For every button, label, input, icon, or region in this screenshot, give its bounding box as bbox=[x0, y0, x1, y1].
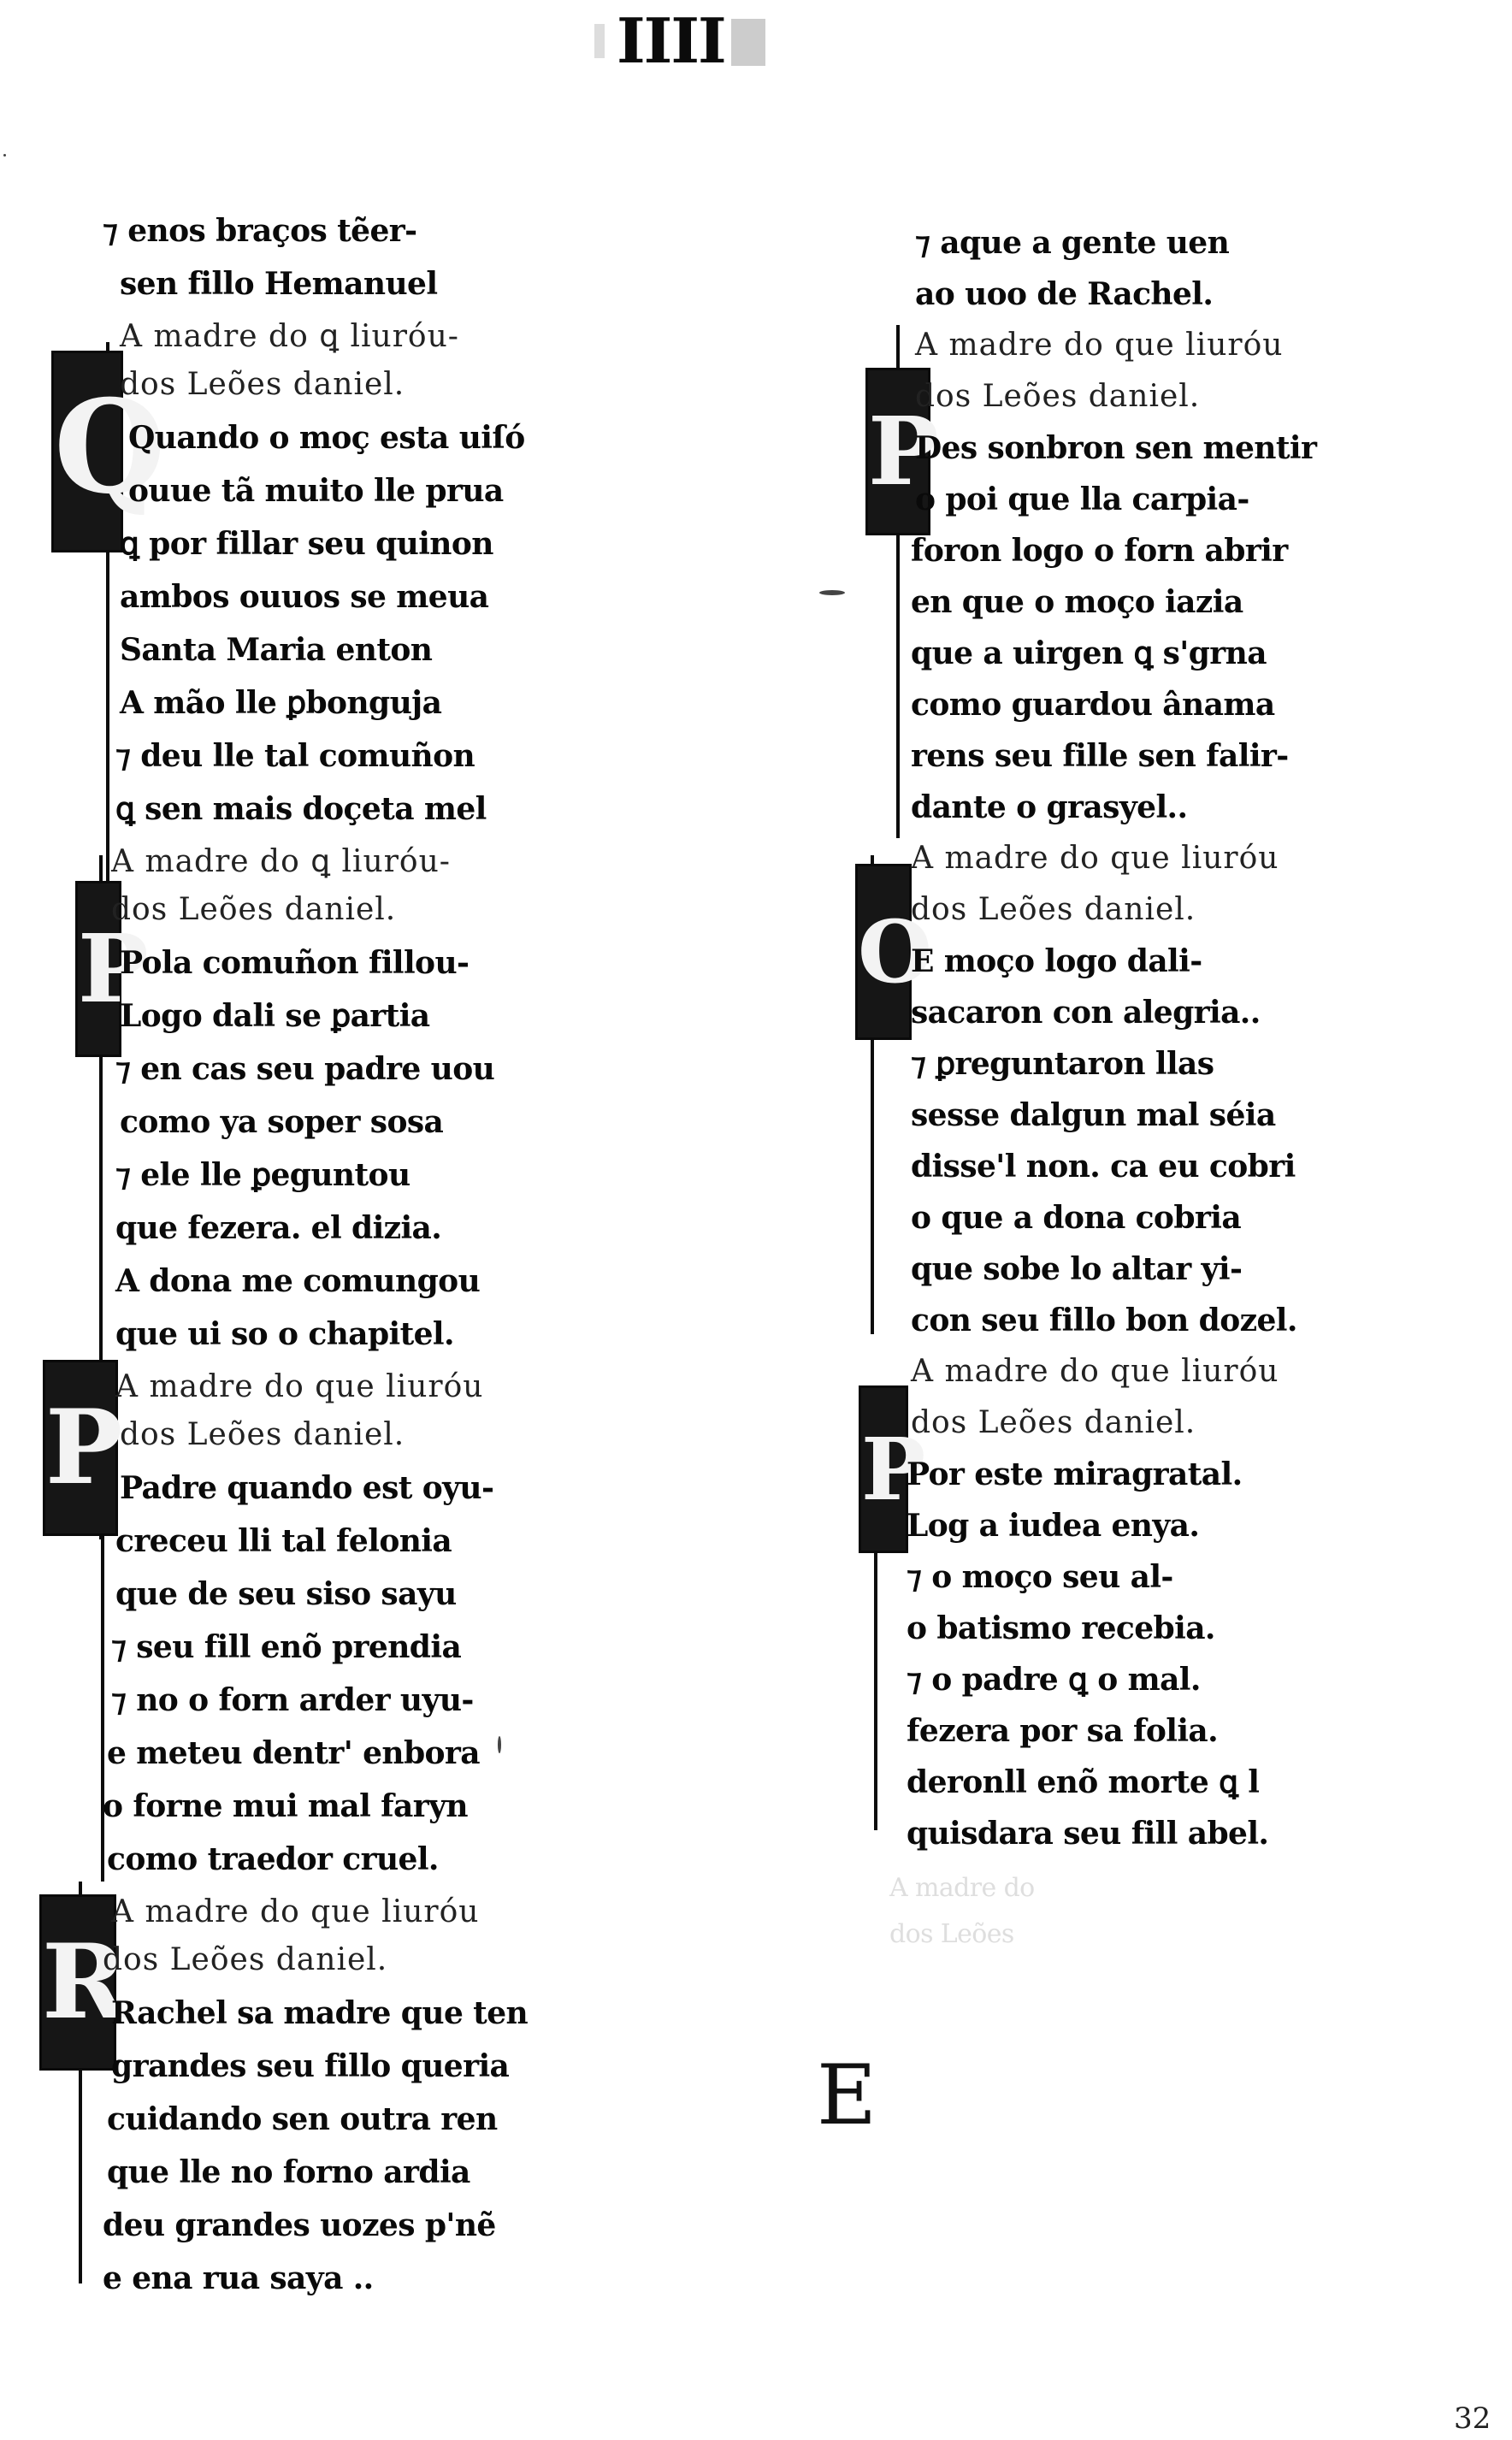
left-line-37: cuidando sen outra ren bbox=[107, 2101, 498, 2137]
left-line-16: Logo dali se ꝑartia bbox=[120, 998, 430, 1034]
right-line-2: ao uoo de Rachel. bbox=[915, 276, 1214, 312]
left-line-19: ⁊ ele lle ꝑeguntou bbox=[115, 1157, 410, 1193]
right-line-34: dos Leões bbox=[889, 1919, 1014, 1949]
initial-o-right-letter: O bbox=[858, 901, 933, 1002]
right-line-15: E moço logo dali- bbox=[911, 943, 1202, 979]
left-line-39: deu grandes uozes p'nẽ bbox=[103, 2207, 496, 2243]
ink-speck bbox=[3, 154, 6, 157]
left-line-23: A madre do que liuróu bbox=[115, 1369, 484, 1404]
right-line-14: dos Leões daniel. bbox=[911, 892, 1196, 927]
left-line-17: ⁊ en cas seu padre uou bbox=[115, 1051, 495, 1087]
initial-p-right-2-letter: P bbox=[861, 1419, 926, 1520]
folio-header bbox=[594, 4, 774, 77]
left-line-40: e ena rua saya .. bbox=[103, 2260, 374, 2296]
right-line-16: sacaron con alegria.. bbox=[911, 995, 1261, 1031]
right-line-5: Des sonbron sen mentir bbox=[915, 430, 1317, 466]
decorated-initial-q bbox=[51, 351, 166, 552]
right-line-9: que a uirgen ꝗ s'grna bbox=[911, 635, 1267, 671]
right-line-24: dos Leões daniel. bbox=[911, 1405, 1196, 1440]
right-line-23: A madre do que liuróu bbox=[911, 1354, 1279, 1389]
left-line-35: Rachel sa madre que ten bbox=[111, 1995, 529, 2031]
right-line-20: o que a dona cobria bbox=[911, 1200, 1242, 1236]
right-line-7: foron logo o forn abrir bbox=[911, 533, 1288, 569]
left-line-14: dos Leões daniel. bbox=[111, 892, 397, 927]
right-line-3: A madre do que liuróu bbox=[915, 328, 1284, 363]
page-number: 32 bbox=[1454, 2402, 1491, 2436]
left-line-24: dos Leões daniel. bbox=[120, 1417, 405, 1452]
right-line-17: ⁊ ꝑreguntaron llas bbox=[911, 1046, 1214, 1082]
left-line-20: que fezera. el dizia. bbox=[115, 1210, 442, 1246]
right-line-11: rens seu fille sen falir- bbox=[911, 738, 1289, 774]
right-line-29: ⁊ o padre ꝗ o mal. bbox=[907, 1662, 1201, 1698]
bottom-initial-e: E bbox=[817, 2047, 877, 2143]
left-line-11: ⁊ deu lle tal comuñon bbox=[115, 738, 475, 774]
right-line-22: con seu fillo bon dozel. bbox=[911, 1303, 1297, 1338]
left-line-13: A madre do ꝗ liuróu- bbox=[111, 844, 451, 879]
left-line-12: ꝗ sen mais doçeta mel bbox=[115, 791, 487, 827]
decorated-initial-p-left-2 bbox=[43, 1360, 123, 1536]
left-line-30: e meteu dentr' enbora bbox=[107, 1735, 481, 1771]
decorated-initial-r bbox=[39, 1894, 127, 2071]
folio-numeral: IIII bbox=[617, 4, 725, 77]
initial-p-left-2-letter: P bbox=[45, 1387, 123, 1508]
right-line-21: que sobe lo altar yi- bbox=[911, 1251, 1243, 1287]
right-line-18: sesse dalgun mal séia bbox=[911, 1097, 1276, 1133]
left-line-15: Pola comuñon fillou- bbox=[120, 945, 470, 981]
left-column-rule-3 bbox=[101, 1505, 104, 1882]
left-line-7: ꝗ por fillar seu quinon bbox=[120, 526, 493, 562]
ink-speck bbox=[819, 590, 845, 595]
left-line-33: A madre do que liuróu bbox=[111, 1894, 480, 1929]
left-line-22: que ui so o chapitel. bbox=[115, 1316, 454, 1352]
left-line-31: o forne mui mal faryn bbox=[103, 1788, 468, 1824]
left-line-8: ambos ouuos se meua bbox=[120, 579, 489, 615]
left-line-29: ⁊ no o forn arder uyu- bbox=[111, 1682, 474, 1718]
left-line-27: que de seu siso sayu bbox=[115, 1576, 457, 1612]
left-line-18: como ya soper sosa bbox=[120, 1104, 444, 1140]
left-line-1: ⁊ enos braços tẽer- bbox=[103, 213, 417, 249]
left-line-3: A madre do ꝗ liuróu- bbox=[120, 319, 459, 354]
left-line-34: dos Leões daniel. bbox=[103, 1942, 388, 1977]
left-line-26: creceu lli tal felonia bbox=[115, 1523, 452, 1559]
left-line-6: ouue tã muito lle prua bbox=[128, 473, 504, 509]
initial-p-right-letter: P bbox=[868, 396, 939, 506]
right-line-26: Log a iudea enya. bbox=[907, 1508, 1200, 1544]
right-line-4: dos Leões daniel. bbox=[915, 379, 1201, 414]
right-line-32: quisdara seu fill abel. bbox=[907, 1816, 1269, 1852]
right-line-1: ⁊ aque a gente uen bbox=[915, 225, 1230, 261]
right-line-25: Por este miragratal. bbox=[907, 1456, 1243, 1492]
decorated-initial-p-right-2 bbox=[859, 1385, 926, 1553]
right-line-6: o poi que lla carpia- bbox=[915, 482, 1249, 517]
right-line-33: A madre do bbox=[889, 1873, 1035, 1903]
left-line-32: como traedor cruel. bbox=[107, 1841, 439, 1877]
left-line-5: Quando o moç esta uiſó bbox=[128, 420, 525, 456]
initial-q-letter: Q bbox=[54, 372, 166, 523]
right-line-31: deronll enõ morte ꝗ l bbox=[907, 1764, 1260, 1800]
right-line-13: A madre do que liuróu bbox=[911, 841, 1279, 876]
right-line-19: disse'l non. ca eu cobri bbox=[911, 1149, 1296, 1185]
right-line-30: fezera por sa folia. bbox=[907, 1713, 1219, 1749]
left-line-4: dos Leões daniel. bbox=[120, 367, 405, 402]
left-line-36: grandes seu fillo queria bbox=[111, 2048, 510, 2084]
left-line-25: Padre quando est oyu- bbox=[120, 1470, 494, 1506]
right-line-10: como guardou ânama bbox=[911, 687, 1275, 723]
right-line-28: o batismo recebia. bbox=[907, 1610, 1215, 1646]
initial-r-letter: R bbox=[42, 1922, 127, 2042]
initial-p-left-1-letter: P bbox=[78, 913, 149, 1024]
left-line-2: sen fillo Hemanuel bbox=[120, 266, 438, 302]
left-line-21: A dona me comungou bbox=[115, 1263, 481, 1299]
right-line-12: dante o grasyel.. bbox=[911, 789, 1188, 825]
left-line-9: Santa Maria enton bbox=[120, 632, 433, 668]
decorated-initial-o-right bbox=[855, 864, 933, 1040]
left-line-28: ⁊ seu fill enõ prendia bbox=[111, 1629, 462, 1665]
ink-speck bbox=[498, 1736, 501, 1753]
right-line-27: ⁊ o moço seu al- bbox=[907, 1559, 1173, 1595]
left-line-10: A mão lle ꝑbonguja bbox=[120, 685, 442, 721]
right-line-8: en que o moço iazia bbox=[911, 584, 1243, 620]
left-line-38: que lle no forno ardia bbox=[107, 2154, 470, 2190]
